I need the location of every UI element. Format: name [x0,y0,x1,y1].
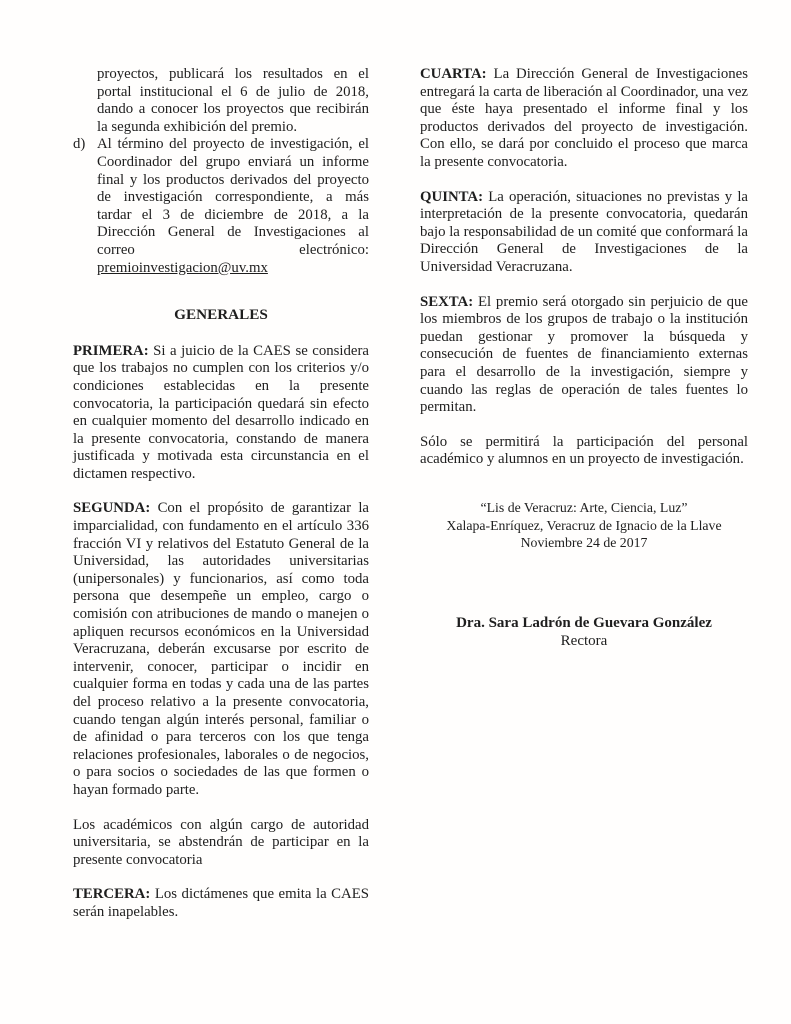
clause-label: QUINTA: [420,188,484,205]
list-item-text [97,136,369,277]
clause-tercera [73,886,369,921]
clause-text: La Dirección General de Investigaciones entregará la carta de liberación al Coordinador, una vez que éste haya presentado el informe final y los productos derivados del proyecto de investigación. Con ello, se dará por concluido el proceso que marca la presente convocatoria. [420,66,748,170]
clause-text: Los dictámenes que emita la CAES serán inapelables. [73,886,370,920]
paragraph-solo-se-permitira: Sólo se permitirá la participación del personal académico y alumnos en un proyecto de investigación. [420,433,748,468]
clause-label: PRIMERA: [73,342,149,359]
list-item-d [73,136,369,277]
clause-label: CUARTA: [420,66,487,82]
clause-cuarta [420,66,748,172]
clause-text: Si a juicio de la CAES se considera que los trabajos no cumplen con los criterios y/o condiciones establecidas en la presente convocatoria, la participación quedará sin efecto en cualquier momento del desarrollo indicado en la presente convocatoria, constando de manera justificada y motivada esta circunstancia en el dictamen respectivo. [73,342,369,482]
signature-name: Dra. Sara Ladrón de Guevara González [456,615,712,632]
spacer [73,277,369,291]
clause-text: El premio será otorgado sin perjuicio de que los miembros de los grupos de trabajo o la institución puedan gestionar y promover la búsqueda y consecución de fuentes de financiamiento externas para el desarrollo de la investigación, siempre y cuando las reglas de operación de tales fuentes lo permitan. [420,293,748,416]
clause-label: SEGUNDA: [73,500,151,517]
motto-block [420,499,748,552]
list-item-c-continuation [73,66,369,136]
list-item-d-text: Al término del proyecto de investigación, el Coordinador del grupo enviará un informe final y los productos derivados del proyecto de investigación correspondiente, a más tardar el 3 de diciembre de 2018, a la Dirección General de Investigaciones al correo electrónico: [97,136,369,258]
list-marker [73,66,97,136]
list-marker: d) [73,136,86,153]
location-line: Xalapa-Enríquez, Veracruz de Ignacio de la Llave [446,517,722,533]
section-heading-generales: GENERALES [174,306,268,324]
clause-sexta [420,294,748,417]
paragraph-academicos: Los académicos con algún cargo de autoridad universitaria, se abstendrán de participar en la presente convocatoria [73,816,369,868]
signature-title: Rectora [560,633,608,650]
clause-text: La operación, situaciones no previstas y la interpretación de la presente convocatoria, quedarán bajo la responsabilidad de un comité que conformará la Dirección General de Investigaciones de la Universidad Veracruzana. [420,188,749,275]
clause-primera [73,343,369,484]
right-column [420,66,748,939]
clause-label: TERCERA: [73,886,151,903]
clause-label: SEXTA: [420,293,474,310]
clause-segunda [73,500,369,799]
left-column [73,66,369,939]
clause-text: Con el propósito de garantizar la imparcialidad, con fundamento en el artículo 336 fracción VI y relativos del Estatuto General de la Universidad, las autoridades universitarias (unipersonales) y funcionarios, así como toda persona que desempeñe un empleo, cargo o comisión con atribuciones de mando o manejen o apliquen recursos económicos en la Universidad Veracruzana, deberán excusarse por escrito de intervenir, conocer, participar o incidir en cualquier forma en todas y cada una de las partes del proceso relativo a la presente convocatoria, cuando tengan algún interés personal, familiar o de afinidad o para terceros con los que tenga relaciones profesionales, laborales o de negocios, o para socios o sociedades de las que formen o hayan formado parte. [73,500,369,798]
motto-line: “Lis de Veracruz: Arte, Ciencia, Luz” [480,499,688,515]
clause-quinta [420,189,748,277]
list-item-text: proyectos, publicará los resultados en el portal institucional el 6 de julio de 2018, dando a conocer los proyectos que recibirán la segunda exhibición del premio. [97,66,369,135]
email-link[interactable]: premioinvestigacion@uv.mx [97,259,268,276]
date-line: Noviembre 24 de 2017 [520,535,648,551]
signature-block [420,614,748,650]
